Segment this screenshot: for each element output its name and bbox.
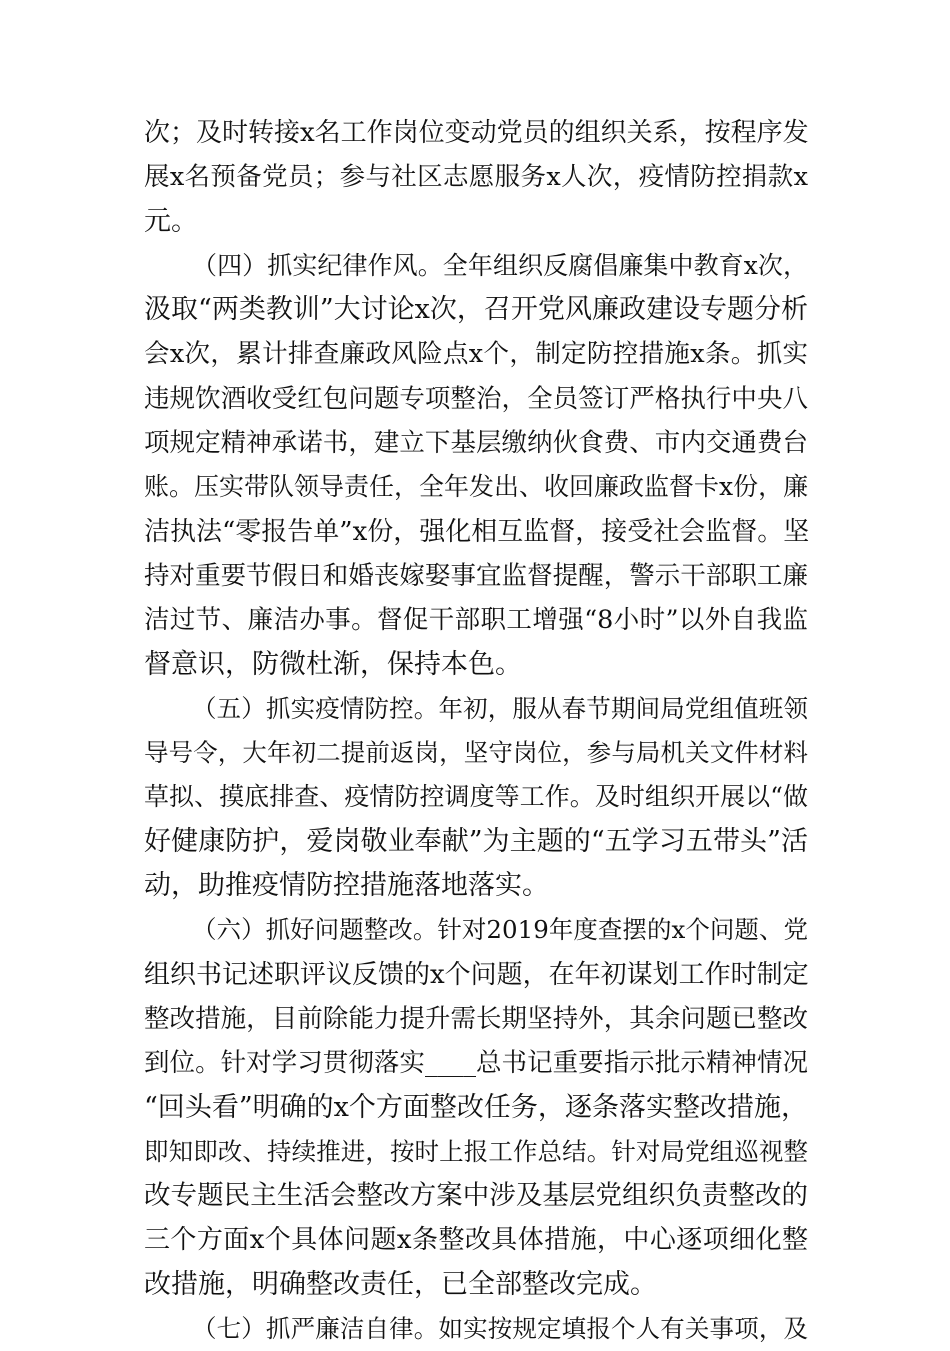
text-line: 洁过节、廉洁办事。督促干部职工增强“8小时”以外自我监 [144, 605, 808, 636]
text-line: 元。 [144, 205, 198, 237]
text-line: （四）抓实纪律作风。全年组织反腐倡廉集中教育x次， [192, 250, 808, 280]
text-line: “回头看”明确的x个方面整改任务，逐条落实整改措施， [144, 1091, 808, 1123]
text-line: 汲取“两类教训”大讨论x次，召开党风廉政建设专题分析 [144, 294, 808, 326]
text-line: 草拟、摸底排查、疫情防控调度等工作。及时组织开展以“做 [144, 782, 808, 812]
text-line: 违规饮酒收受红包问题专项整治，全员签订严格执行中央八 [144, 383, 808, 414]
text-line: （七）抓严廉洁自律。如实按规定填报个人有关事项，及 [192, 1314, 808, 1344]
text-line: 督意识，防微杜渐，保持本色。 [144, 648, 522, 680]
text-line: 改专题民主生活会整改方案中涉及基层党组织负责整改的 [144, 1180, 808, 1212]
text-line: 项规定精神承诺书，建立下基层缴纳伙食费、市内交通费台 [144, 428, 808, 459]
text-line: （五）抓实疫情防控。年初，服从春节期间局党组值班领 [192, 693, 808, 723]
document-body [144, 111, 808, 1351]
text-line: 好健康防护，爱岗敬业奉献”为主题的“五学习五带头”活 [144, 825, 808, 857]
text-line: 组织书记述职评议反馈的x个问题，在年初谋划工作时制定 [144, 959, 809, 990]
text-line: 导号令，大年初二提前返岗，坚守岗位，参与局机关文件材料 [144, 738, 808, 768]
text-line: 整改措施，目前除能力提升需长期坚持外，其余问题已整改 [144, 1003, 808, 1034]
text-line: 次；及时转接x名工作岗位变动党员的组织关系，按程序发 [144, 118, 809, 148]
text-line: 即知即改、持续推进，按时上报工作总结。针对局党组巡视整 [144, 1136, 808, 1166]
text-line: 账。压实带队领导责任，全年发出、收回廉政监督卡x份，廉 [144, 472, 809, 502]
text-line: 持对重要节假日和婚丧嫁娶事宜监督提醒，警示干部职工廉 [144, 560, 808, 591]
text-line: 会x次，累计排查廉政风险点x个，制定防控措施x条。抓实 [144, 339, 808, 370]
text-line: 动，助推疫情防控措施落地落实。 [144, 870, 549, 902]
text-line: （六）抓好问题整改。针对2019年度查摆的x个问题、党 [192, 915, 808, 945]
text-line: 三个方面x个具体问题x条整改具体措施，中心逐项细化整 [144, 1225, 808, 1256]
text-line: 展x名预备党员；参与社区志愿服务x人次，疫情防控捐款x [144, 162, 808, 193]
text-line: 改措施，明确整改责任，已全部整改完成。 [144, 1268, 657, 1300]
text-line: 到位。针对学习贯彻落实____总书记重要指示批示精神情况 [144, 1048, 808, 1079]
text-line: 洁执法“零报告单”x份，强化相互监督，接受社会监督。坚 [144, 516, 810, 547]
